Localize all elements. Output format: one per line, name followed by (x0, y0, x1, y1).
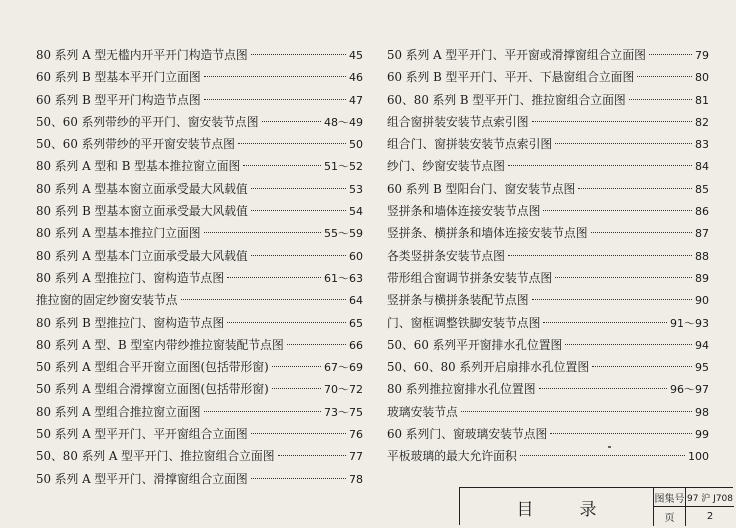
toc-entry-title: 带形组合窗调节拼条安装节点图 (387, 270, 553, 285)
toc-left-column (36, 44, 363, 490)
toc-entry-title: 80 系列 A 型基本窗立面承受最大风载值 (36, 181, 248, 196)
toc-entry-page: 51～52 (324, 160, 363, 174)
toc-entry-title: 玻璃安装节点 (387, 404, 458, 419)
toc-entry (36, 356, 363, 378)
toc-entry-page: 89 (695, 271, 709, 285)
toc-entry-title: 80 系列 B 型推拉门、窗构造节点图 (36, 315, 225, 330)
toc-entry-page: 55～59 (324, 227, 363, 241)
toc-entry-page: 76 (349, 428, 363, 442)
toc-entry (387, 178, 709, 200)
atlas-number-label: 图集号 (654, 488, 686, 507)
dot-leader (578, 188, 692, 189)
toc-entry-title: 竖拼条、横拼条和墙体连接安装节点图 (387, 226, 588, 241)
toc-entry-title: 50 系列 A 型组合平开窗立面图(包括带形窗) (36, 360, 269, 375)
dot-leader (637, 76, 692, 77)
toc-entry-title: 50 系列 A 型平开门、平开窗组合立面图 (36, 427, 248, 442)
dot-leader (204, 232, 321, 233)
dot-leader (555, 143, 692, 144)
toc-entry-page: 70～72 (324, 383, 363, 397)
toc-entry (387, 200, 709, 222)
toc-entry-title: 组合窗拼装安装节点索引图 (387, 114, 529, 129)
dot-leader (532, 299, 692, 300)
toc-entry-page: 64 (349, 294, 363, 308)
toc-entry-page: 87 (695, 227, 709, 241)
toc-entry-page: 83 (695, 138, 709, 152)
toc-entry-title: 平板玻璃的最大允许面积 (387, 449, 517, 464)
toc-entry-page: 65 (349, 316, 363, 330)
toc-entry-page: 90 (695, 294, 709, 308)
dot-leader (227, 322, 346, 323)
toc-entry-title: 50、80 系列 A 型平开门、推拉窗组合立面图 (36, 449, 275, 464)
atlas-number-value: 97 沪 J708 (686, 488, 734, 507)
toc-entry (36, 133, 363, 155)
toc-entry (36, 334, 363, 356)
toc-entry-page: 98 (695, 405, 709, 419)
dot-leader (565, 344, 692, 345)
toc-entry (36, 245, 363, 267)
toc-entry-title: 80 系列 B 型基本窗立面承受最大风载值 (36, 204, 248, 219)
dot-leader (508, 165, 692, 166)
dot-leader (555, 277, 692, 278)
dot-leader (461, 411, 692, 412)
dot-leader (543, 210, 692, 211)
toc-entry-title: 80 系列 A 型组合推拉窗立面图 (36, 404, 201, 419)
toc-entry (36, 468, 363, 490)
toc-entry-page: 50 (349, 138, 363, 152)
toc-entry (387, 222, 709, 244)
dot-leader (204, 411, 321, 412)
toc-entry (36, 200, 363, 222)
toc-entry-page: 82 (695, 115, 709, 129)
toc-entry-page: 54 (349, 205, 363, 219)
dot-leader (532, 121, 692, 122)
toc-entry-page: 88 (695, 249, 709, 263)
toc-entry (387, 44, 709, 66)
dot-leader (251, 255, 346, 256)
toc-entry-title: 50 系列 A 型组合滑撑窗立面图(包括带形窗) (36, 382, 269, 397)
dot-leader (592, 366, 692, 367)
catalog-heading: 目录 (460, 488, 654, 526)
toc-entry (36, 155, 363, 177)
toc-entry-title: 80 系列 A 型无槛内开平开门构造节点图 (36, 48, 248, 62)
toc-entry (36, 289, 363, 311)
dot-leader (649, 54, 692, 55)
toc-entry-title: 组合门、窗拼装安装节点索引图 (387, 137, 553, 152)
dot-leader (591, 232, 692, 233)
dot-leader (227, 277, 321, 278)
dot-leader (520, 455, 685, 456)
dot-leader (272, 388, 321, 389)
toc-entry (36, 111, 363, 133)
toc-entry (387, 334, 709, 356)
title-block (459, 487, 733, 525)
toc-entry-page: 61～63 (324, 271, 363, 285)
toc-entry (387, 401, 709, 423)
toc-entry (36, 178, 363, 200)
toc-entry (36, 445, 363, 467)
toc-entry (387, 312, 709, 334)
toc-entry (36, 66, 363, 88)
toc-entry-page: 77 (349, 450, 363, 464)
dot-leader (204, 99, 346, 100)
toc-entry-title: 60 系列 B 型平开门、平开、下悬窗组合立面图 (387, 70, 635, 85)
toc-right-column (387, 44, 709, 468)
toc-entry (36, 222, 363, 244)
toc-entry-title: 80 系列 A 型、B 型室内带纱推拉窗装配节点图 (36, 337, 284, 352)
toc-entry-title: 80 系列 A 型基本门立面承受最大风载值 (36, 248, 248, 263)
toc-entry-page: 47 (349, 93, 363, 107)
toc-entry (36, 44, 363, 66)
toc-entry-title: 竖拼条与横拼条装配节点图 (387, 293, 529, 308)
dot-leader (238, 143, 346, 144)
toc-entry-page: 81 (695, 93, 709, 107)
toc-entry-title: 门、窗框调整铁脚安装节点图 (387, 315, 541, 330)
toc-entry-title: 60 系列门、窗玻璃安装节点图 (387, 427, 548, 442)
toc-entry-page: 48～49 (324, 115, 363, 129)
toc-entry (36, 378, 363, 400)
dot-leader (550, 433, 692, 434)
toc-entry-page: 53 (349, 182, 363, 196)
toc-entry (387, 245, 709, 267)
toc-entry-title: 50、60 系列带纱的平开窗安装节点图 (36, 137, 235, 152)
dot-leader (251, 433, 346, 434)
dot-leader (287, 344, 346, 345)
toc-entry (387, 111, 709, 133)
toc-entry-title: 80 系列 A 型和 B 型基本推拉窗立面图 (36, 159, 241, 174)
toc-entry (36, 401, 363, 423)
dot-leader (251, 478, 346, 479)
toc-entry-title: 竖拼条和墙体连接安装节点图 (387, 204, 541, 219)
toc-entry-title: 80 系列 A 型基本推拉门立面图 (36, 226, 201, 241)
toc-entry-title: 50 系列 A 型平开门、平开窗或滑撑窗组合立面图 (387, 48, 646, 62)
toc-entry-page: 79 (695, 49, 709, 62)
toc-entry-title: 纱门、纱窗安装节点图 (387, 159, 505, 174)
dot-leader (181, 299, 346, 300)
dot-leader (204, 76, 346, 77)
toc-entry (36, 423, 363, 445)
dot-leader (251, 54, 346, 55)
dot-leader (508, 255, 692, 256)
toc-entry (387, 267, 709, 289)
toc-entry (387, 423, 709, 445)
toc-entry-title: 推拉窗的固定纱窗安装节点 (36, 293, 178, 308)
toc-entry-page: 45 (349, 49, 363, 62)
toc-entry-page: 78 (349, 472, 363, 486)
toc-entry-title: 各类竖拼条安装节点图 (387, 248, 505, 263)
toc-entry-title: 60 系列 B 型平开门构造节点图 (36, 92, 201, 107)
toc-entry-page: 60 (349, 249, 363, 263)
toc-entry (387, 378, 709, 400)
dot-leader (539, 388, 667, 389)
toc-entry (387, 445, 709, 467)
toc-entry-title: 50、60、80 系列开启扇排水孔位置图 (387, 360, 590, 375)
dot-leader (251, 210, 346, 211)
dot-leader (543, 322, 667, 323)
page-number-value: 2 (706, 511, 714, 522)
toc-entry-title: 60、80 系列 B 型平开门、推拉窗组合立面图 (387, 92, 626, 107)
toc-entry-page: 85 (695, 182, 709, 196)
toc-entry (36, 267, 363, 289)
page-label: 页 (654, 507, 686, 526)
toc-entry-title: 50、60 系列平开窗排水孔位置图 (387, 337, 563, 352)
toc-entry (36, 89, 363, 111)
toc-entry (387, 356, 709, 378)
toc-entry-page: 86 (695, 205, 709, 219)
toc-entry (387, 155, 709, 177)
toc-entry (387, 133, 709, 155)
dot-leader (272, 366, 321, 367)
toc-entry-page: 46 (349, 71, 363, 85)
toc-entry-title: 50、60 系列带纱的平开门、窗安装节点图 (36, 114, 259, 129)
dot-leader (251, 188, 346, 189)
dot-leader (243, 165, 321, 166)
toc-entry-title: 60 系列 B 型基本平开门立面图 (36, 70, 201, 85)
toc-entry (36, 312, 363, 334)
dot-leader (278, 455, 346, 456)
toc-entry-page: 94 (695, 338, 709, 352)
toc-entry (387, 289, 709, 311)
toc-entry-page: 67～69 (324, 361, 363, 375)
toc-entry-page: 84 (695, 160, 709, 174)
toc-entry-title: 60 系列 B 型阳台门、窗安装节点图 (387, 181, 576, 196)
toc-entry-page: 80 (695, 71, 709, 85)
toc-entry-page: 66 (349, 338, 363, 352)
dot-leader (262, 121, 321, 122)
toc-entry-page: 99 (695, 428, 709, 442)
toc-entry-title: 50 系列 A 型平开门、滑撑窗组合立面图 (36, 471, 248, 486)
dot-leader (629, 99, 692, 100)
toc-entry-page: 91～93 (670, 316, 709, 330)
toc-entry-title: 80 系列 A 型推拉门、窗构造节点图 (36, 270, 225, 285)
toc-entry-page: 73～75 (324, 405, 363, 419)
toc-entry-page: 100 (688, 450, 709, 464)
toc-entry-title: 80 系列推拉窗排水孔位置图 (387, 382, 536, 397)
toc-entry-page: 96～97 (670, 383, 709, 397)
toc-entry (387, 89, 709, 111)
toc-entry-page: 95 (695, 361, 709, 375)
toc-entry (387, 66, 709, 88)
scan-speck (608, 446, 611, 448)
